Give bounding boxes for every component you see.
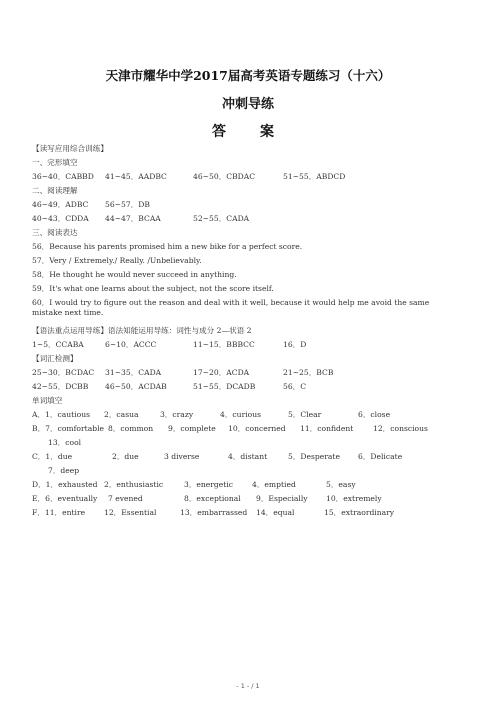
reading-heading: 二、阅读理解 [32,186,78,195]
expression-answer: 58．He thought he would never succeed in anything. [32,270,237,279]
page-number: - 1 - / 1 [236,682,260,690]
answer-cell: 12．Essential [104,508,157,517]
answer-cell: 46~49．ADBC [32,200,89,209]
answer-cell: 6~10．ACCC [105,340,157,349]
word-fill-row-c-cont: 7．deep [48,466,80,475]
answer-cell: 4．curious [220,410,261,419]
answer-cell: 1~5．CCABA [32,340,84,349]
answer-cell: 11．confident [300,424,354,433]
answer-cell: 3 diverse [164,452,200,461]
answer-heading: 答 案 [212,124,284,140]
answer-cell: 14．equal [256,508,295,517]
answer-cell: 25~30．BCDAC [32,368,95,377]
vocab-heading: 【词汇检测】 [32,354,78,363]
expression-heading: 三、阅读表达 [32,228,78,237]
section-heading-integrated: 【读写应用综合训练】 [32,144,108,153]
answer-cell: 21~25．BCB [283,368,334,377]
document-subtitle: 冲刺导练 [221,97,274,112]
word-fill-heading: 单词填空 [32,396,63,405]
answer-cell: 5．easy [326,480,356,489]
answer-cell: 9．complete [168,424,216,433]
answer-cell: 42~55．DCBB [32,382,89,391]
answer-cell: 10．concerned [228,424,286,433]
answer-cell: 11~15．BBBCC [193,340,255,349]
cloze-heading: 一、完形填空 [32,158,78,167]
answer-cell: 8．common [108,424,154,433]
answer-cell: 16．D [283,340,307,349]
answer-cell: 52~55．CADA [193,214,250,223]
answer-cell: 41~45．AADBC [105,172,167,181]
answer-cell: 3．energetic [184,480,234,489]
grammar-heading: 【语法重点运用导练】语法知能运用导练：词性与成分 2—状语 2 [32,326,252,335]
expression-answer: 56．Because his parents promised him a new bike for a perfect score. [32,242,303,251]
answer-cell: 17~20．ACDA [193,368,250,377]
answer-cell: D．1．exhausted [32,480,98,489]
answer-cell: 51~55．ABDCD [283,172,346,181]
answer-cell: 5．Desperate [288,452,340,461]
answer-cell: 36~40．CABBD [32,172,94,181]
answer-cell: A．1．cautious [32,410,91,419]
answer-cell: 6．Delicate [358,452,403,461]
answer-cell: 6．close [358,410,391,419]
answer-cell: 46~50．CBDAC [193,172,256,181]
answer-cell: 44~47．BCAA [105,214,161,223]
answer-cell: B．7．comfortable [32,424,104,433]
answer-cell: 46~50．ACDAB [105,382,167,391]
answer-cell: 12．conscious [373,424,428,433]
answer-cell: 13．embarrassed [180,508,248,517]
answer-cell: C．1．due [32,452,73,461]
answer-cell: 3．crazy [160,410,194,419]
document-title: 天津市耀华中学2017届高考英语专题练习（十六） [105,68,391,83]
answer-cell: 9．Especially [256,494,308,503]
answer-cell: 56~57．DB [105,200,150,209]
answer-cell: 8．exceptional [184,494,241,503]
expression-answer: 57．Very / Extremely./ Really. /Unbelievably. [32,256,202,265]
answer-cell: 15．extraordinary [324,508,395,517]
answer-cell: 31~35．CADA [105,368,162,377]
answer-cell: 56．C [283,382,307,391]
answer-cell: 2．enthusiastic [104,480,164,489]
answer-cell: 2．due [112,452,139,461]
answer-cell: 2．casua [104,410,139,419]
answer-cell: 7 evened [108,494,143,503]
answer-cell: 40~43．CDDA [32,214,89,223]
answer-cell: 10．extremely [326,494,382,503]
answer-cell: F．11．entire [32,508,86,517]
answer-cell: E．6．eventually [32,494,98,503]
expression-answer: 59．It's what one learns about the subject, not the score itself. [32,284,274,293]
answer-cell: 4．distant [228,452,268,461]
answer-cell: 4．emptied [252,480,296,489]
answer-cell: 5．Clear [288,410,322,419]
answer-cell: 51~55．DCADB [193,382,256,391]
expression-answer: 60．I would try to figure out the reason and deal with it well, because it would help me avoid the same mistake next time. [32,298,430,317]
word-fill-row-b-cont: 13．cool [48,438,82,447]
